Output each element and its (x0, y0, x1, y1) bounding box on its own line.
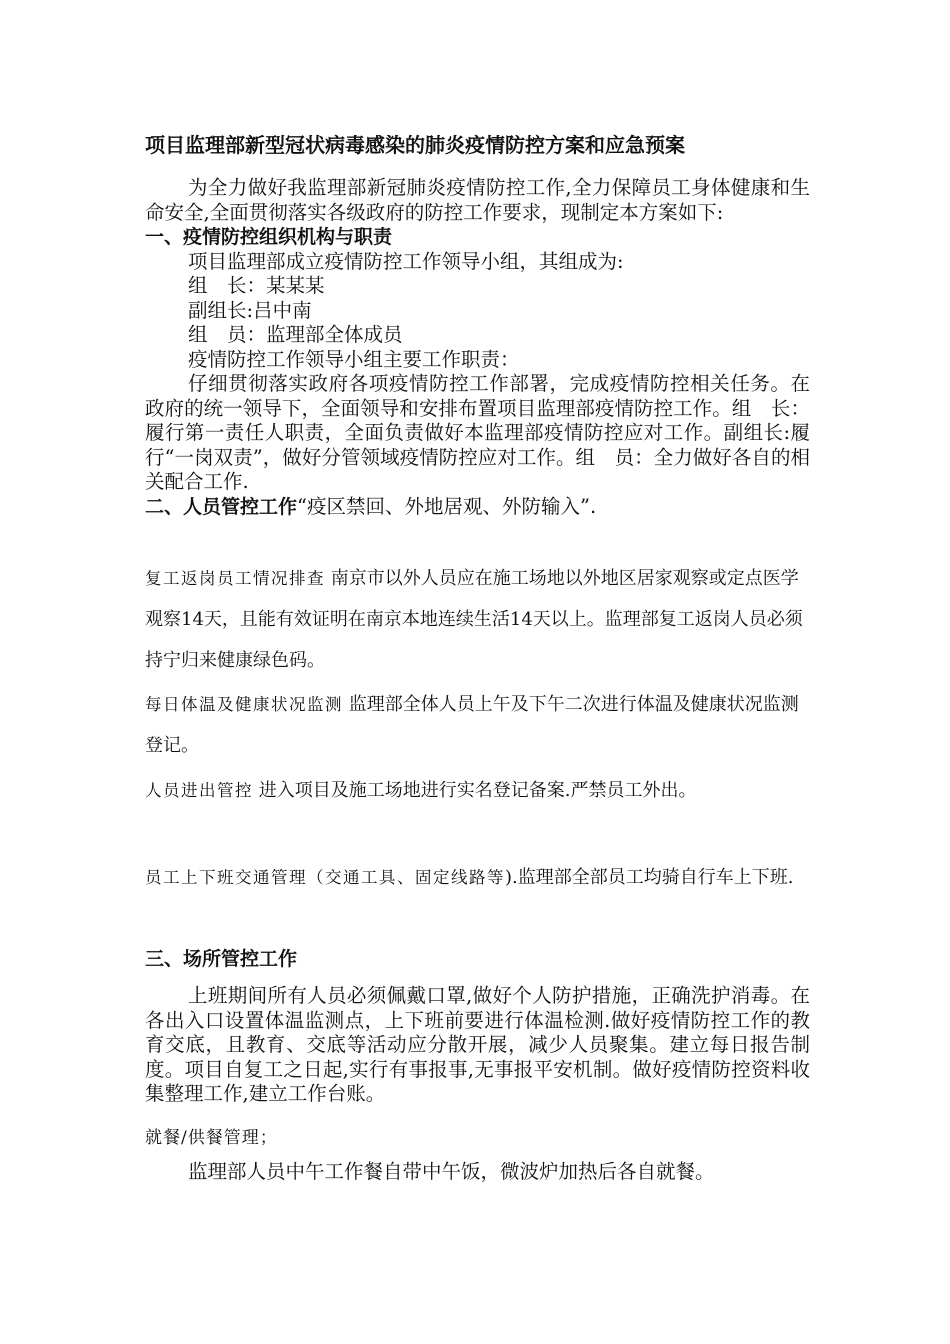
access-control-label: 人员进出管控 (145, 781, 253, 800)
section-3-heading: 三、场所管控工作 (145, 948, 298, 970)
staff-screening-label: 复工返岗员工情况排查 (145, 569, 325, 588)
team-leader-line: 组 长：某某某 (188, 274, 325, 297)
meal-management-text: 监理部人员中午工作餐自带中午饭，微波炉加热后各自就餐。 (188, 1160, 715, 1183)
section-1-block (145, 176, 810, 519)
staff-screening-text: 南京市以外人员应在施工场地以外地区居家观察或定点医学观察14天，且能有效证明在南京本地连续生活14天以上。监理部复工返岗人员必须持宁归来健康绿色码。 (145, 568, 803, 671)
temperature-monitoring-item (145, 684, 810, 766)
team-members-line: 组 员：监理部全体成员 (188, 323, 403, 346)
duties-title: 疫情防控工作领导小组主要工作职责： (188, 347, 520, 371)
temperature-monitoring-text: 监理部全体人员上午及下午二次进行体温及健康状况监测登记。 (145, 694, 799, 756)
section-3-block (145, 984, 810, 1107)
intro-paragraph: 为全力做好我监理部新冠肺炎疫情防控工作,全力保障员工身体健康和生命安全,全面贯彻落实各级政府的防控工作要求，现制定本方案如下: (145, 176, 810, 224)
commute-management-text: ).监理部全部员工均骑自行车上下班. (505, 867, 794, 888)
site-control-paragraph: 上班期间所有人员必须佩戴口罩,做好个人防护措施，正确洗护消毒。在各出入口设置体温监测点，上下班前要进行体温检测.做好疫情防控工作的教育交底，且教育、交底等活动应分散开展，减少人员聚集。建立每日报告制度。项目自复工之日起,实行有事报事,无事报平安机制。做好疫情防控资料收集整理工作,建立工作台账。 (145, 984, 810, 1105)
duties-paragraph: 仔细贯彻落实政府各项疫情防控工作部署，完成疫情防控相关任务。在政府的统一领导下，全面领导和安排布置项目监理部疫情防控工作。组 长：履行第一责任人职责，全面负责做好本监理部疫情防控应对工作。副组长:履行“一岗双责”，做好分管领域疫情防控应对工作。组 员：全力做好各自的相关配合工作. (145, 372, 810, 493)
commute-management-label: 员工上下班交通管理（交通工具、固定线路等 (145, 868, 505, 887)
section-2-heading-line (145, 495, 810, 520)
staff-screening-item (145, 558, 810, 681)
section-2-slogan: “疫区禁回、外地居观、外防输入”. (297, 494, 597, 518)
section-2-heading: 二、人员管控工作 (145, 495, 298, 518)
access-control-text: 进入项目及施工场地进行实名登记备案.严禁员工外出。 (253, 780, 697, 801)
access-control-item (145, 770, 810, 811)
temperature-monitoring-label: 每日体温及健康状况监测 (145, 695, 343, 714)
commute-management-item (145, 857, 810, 898)
document-title: 项目监理部新型冠状病毒感染的肺炎疫情防控方案和应急预案 (145, 133, 685, 157)
meal-management-label: 就餐/供餐管理； (145, 1128, 278, 1148)
deputy-leader-line: 副组长:吕中南 (188, 298, 312, 322)
org-lead-text: 项目监理部成立疫情防控工作领导小组，其组成为: (188, 249, 624, 273)
section-1-heading: 一、疫情防控组织机构与职责 (145, 226, 393, 248)
